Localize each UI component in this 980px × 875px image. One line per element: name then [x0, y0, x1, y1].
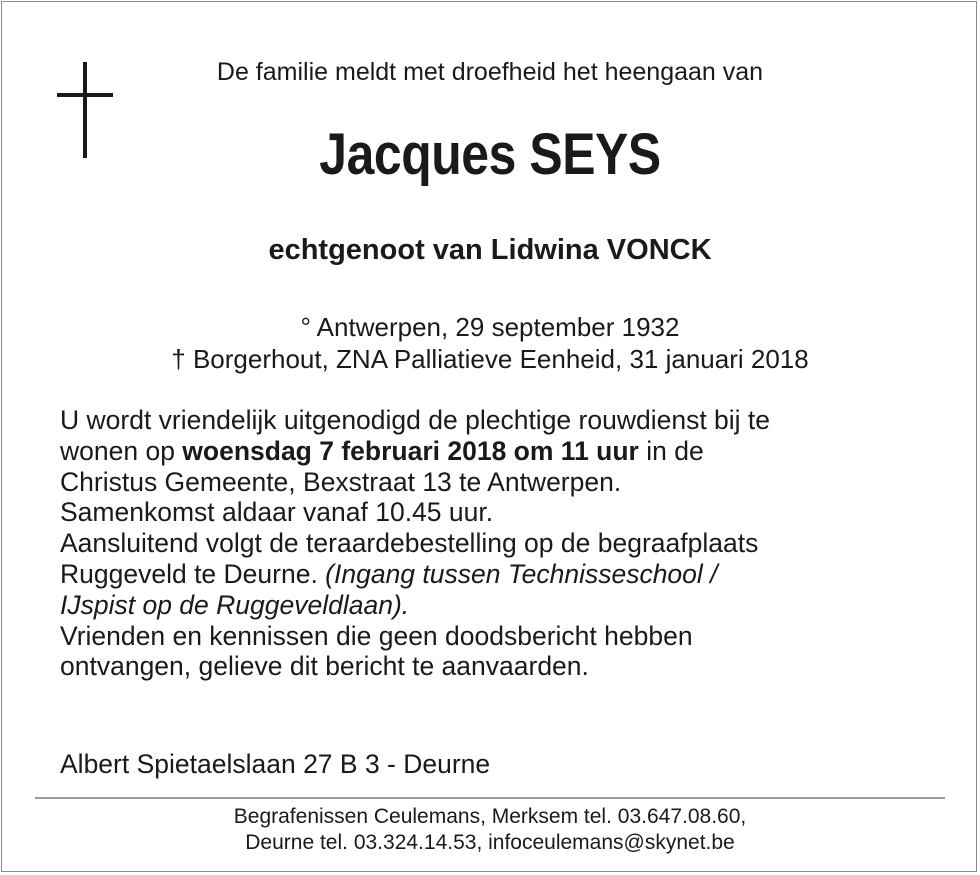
body-line: Christus Gemeente, Bexstraat 13 te Antwerpen.	[60, 466, 622, 497]
body-line: ontvangen, gelieve dit bericht te aanvaarden.	[60, 651, 589, 682]
deceased-name: Jacques SEYS	[319, 122, 661, 187]
body-line: Samenkomst aldaar vanaf 10.45 uur.	[60, 497, 494, 528]
body-line: Vrienden en kennissen die geen doodsbericht hebben	[60, 620, 693, 651]
family-address: Albert Spietaelslaan 27 B 3 - Deurne	[60, 749, 491, 779]
intro-text: De familie meldt met droefheid het heengaan van	[216, 58, 764, 86]
body-text-fragment: Ruggeveld te Deurne.	[60, 558, 326, 589]
entrance-note: (Ingang tussen Technisseschool /	[325, 558, 718, 589]
death-line: † Borgerhout, ZNA Palliatieve Eenheid, 31 januari 2018	[171, 344, 809, 374]
entrance-note: IJspist op de Ruggeveldlaan).	[60, 589, 410, 620]
body-line	[60, 436, 940, 467]
body-line	[60, 559, 940, 590]
cross-horizontal-bar	[57, 93, 113, 97]
spouse-line: echtgenoot van Lidwina VONCK	[268, 234, 712, 266]
funeral-home-line-1: Begrafenissen Ceulemans, Merksem tel. 03.647.08.60,	[233, 805, 747, 828]
footer-divider	[35, 797, 945, 799]
ceremony-date: woensdag 7 februari 2018 om 11 uur	[182, 435, 639, 466]
ceremony-details	[60, 405, 940, 682]
body-text-fragment: in de	[638, 435, 704, 466]
funeral-home-line-2: Deurne tel. 03.324.14.53, infoceulemans@skynet.be	[245, 831, 735, 854]
body-line: U wordt vriendelijk uitgenodigd de plechtige rouwdienst bij te	[60, 405, 771, 435]
body-line	[60, 590, 940, 621]
body-line: Aansluitend volgt de teraardebestelling op de begraafplaats	[60, 528, 759, 559]
body-text-fragment: wonen op	[60, 435, 183, 466]
birth-line: ° Antwerpen, 29 september 1932	[300, 312, 680, 342]
